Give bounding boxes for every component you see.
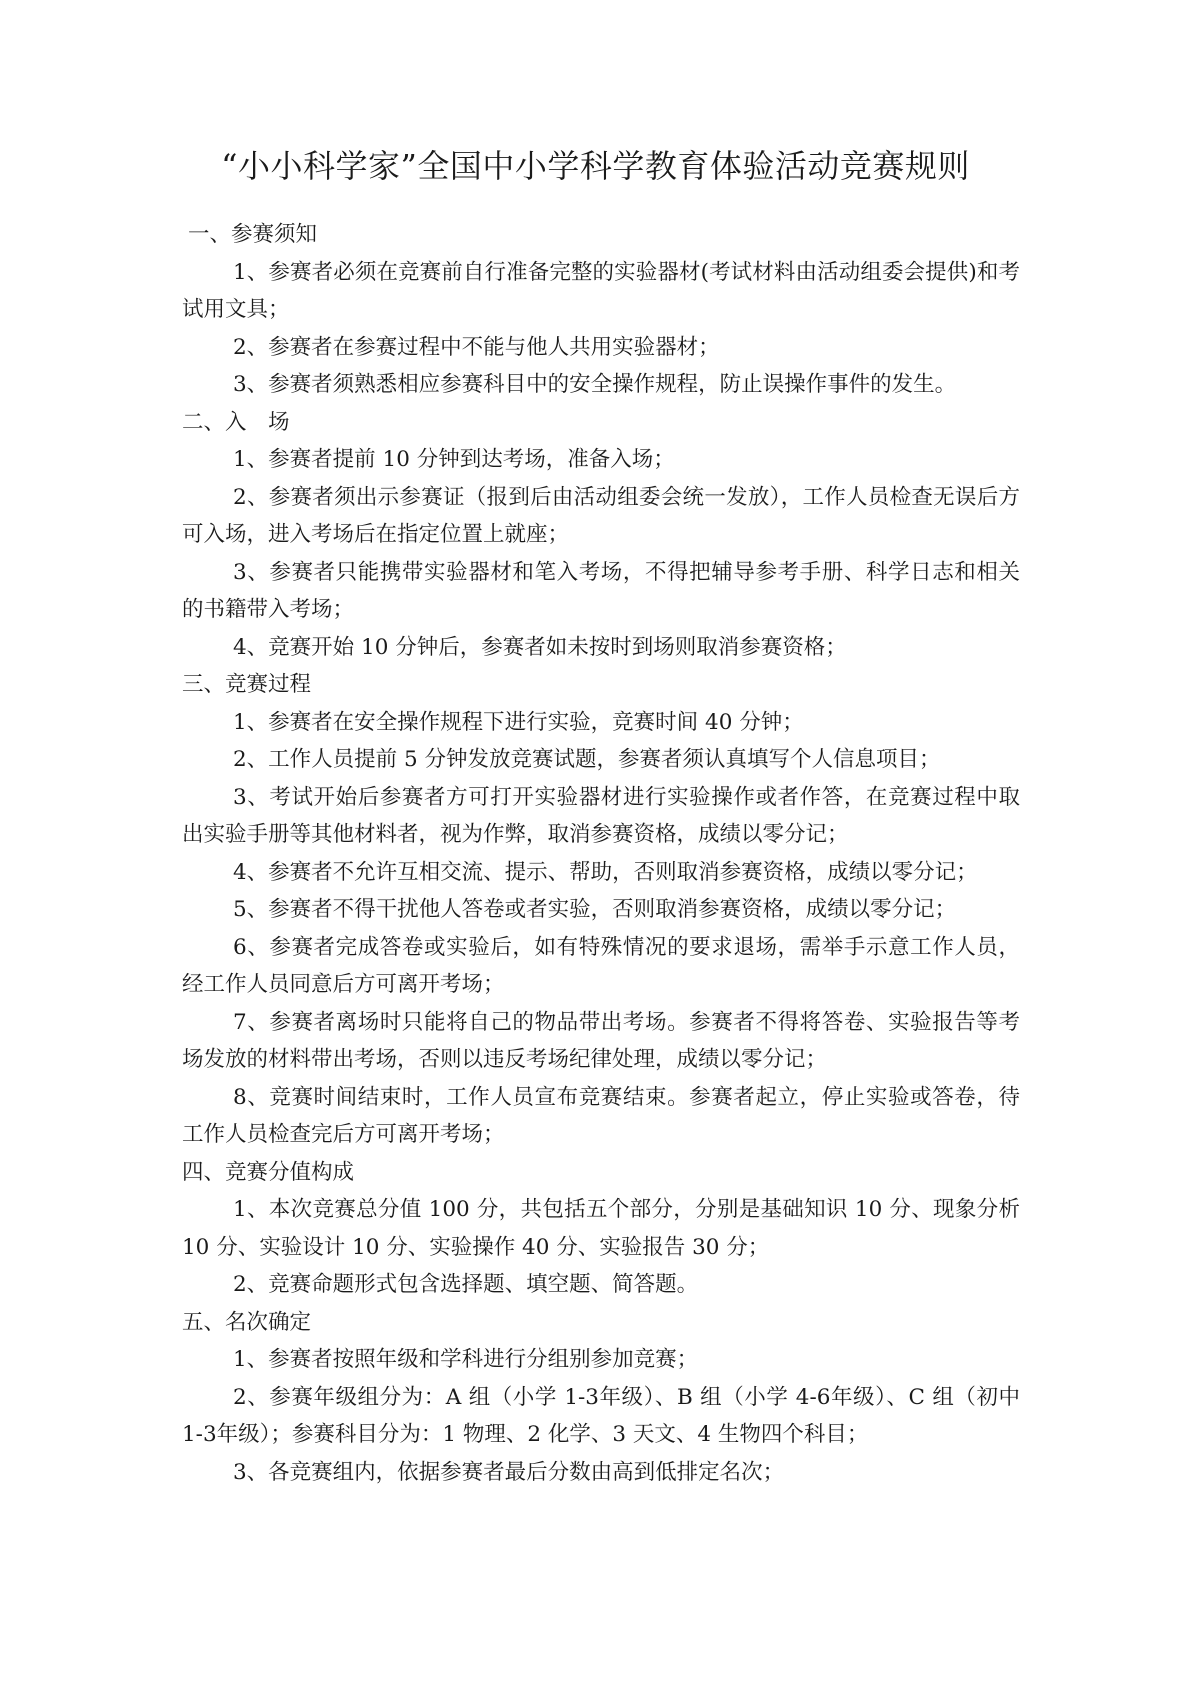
paragraph: 3、参赛者只能携带实验器材和笔入考场，不得把辅导参考手册、科学日志和相关的书籍带入考场； bbox=[182, 559, 1020, 622]
section-competition-process bbox=[182, 666, 1020, 1154]
section-heading: 三、竞赛过程 bbox=[182, 672, 312, 697]
paragraph: 3、各竞赛组内，依据参赛者最后分数由高到低排定名次； bbox=[233, 1459, 785, 1485]
paragraph: 2、工作人员提前 5 分钟发放竞赛试题，参赛者须认真填写个人信息项目； bbox=[233, 747, 941, 772]
section-heading: 二、入 场 bbox=[182, 409, 290, 435]
section-heading: 五、名次确定 bbox=[182, 1309, 312, 1335]
paragraph: 3、考试开始后参赛者方可打开实验器材进行实验操作或者作答，在竞赛过程中取出实验手册等其他材料者，视为作弊，取消参赛资格，成绩以零分记； bbox=[182, 784, 1020, 847]
document-body bbox=[182, 216, 1020, 1491]
paragraph: 2、参赛者在参赛过程中不能与他人共用实验器材； bbox=[233, 334, 720, 360]
paragraph: 1、参赛者按照年级和学科进行分组别参加竞赛； bbox=[233, 1347, 699, 1372]
paragraph: 1、参赛者在安全操作规程下进行实验，竞赛时间 40 分钟； bbox=[233, 709, 804, 735]
paragraph: 1、参赛者提前 10 分钟到达考场，准备入场； bbox=[233, 447, 675, 472]
paragraph: 8、竞赛时间结束时，工作人员宣布竞赛结束。参赛者起立，停止实验或答卷，待工作人员检查完后方可离开考场； bbox=[182, 1084, 1020, 1147]
section-ranking bbox=[182, 1304, 1020, 1492]
section-heading: 四、竞赛分值构成 bbox=[182, 1159, 355, 1185]
paragraph: 5、参赛者不得干扰他人答卷或者实验，否则取消参赛资格，成绩以零分记； bbox=[233, 897, 957, 922]
paragraph: 2、竞赛命题形式包含选择题、填空题、简答题。 bbox=[233, 1272, 699, 1297]
paragraph: 4、竞赛开始 10 分钟后，参赛者如未按时到场则取消参赛资格； bbox=[233, 634, 847, 660]
paragraph: 6、参赛者完成答卷或实验后，如有特殊情况的要求退场，需举手示意工作人员，经工作人员同意后方可离开考场； bbox=[182, 934, 1020, 997]
paragraph: 2、参赛者须出示参赛证（报到后由活动组委会统一发放），工作人员检查无误后方可入场，进入考场后在指定位置上就座； bbox=[182, 484, 1020, 547]
paragraph: 1、本次竞赛总分值 100 分，共包括五个部分，分别是基础知识 10 分、现象分析 10 分、实验设计 10 分、实验操作 40 分、实验报告 30 分； bbox=[182, 1197, 1020, 1260]
paragraph: 4、参赛者不允许互相交流、提示、帮助，否则取消参赛资格，成绩以零分记； bbox=[233, 859, 978, 885]
paragraph: 1、参赛者必须在竞赛前自行准备完整的实验器材(考试材料由活动组委会提供)和考试用文具； bbox=[182, 259, 1020, 322]
section-entry-notice bbox=[182, 216, 1020, 404]
section-score-composition bbox=[182, 1154, 1020, 1304]
paragraph: 3、参赛者须熟悉相应参赛科目中的安全操作规程，防止误操作事件的发生。 bbox=[233, 372, 957, 397]
section-admission bbox=[182, 404, 1020, 667]
document-title: “小小科学家”全国中小学科学教育体验活动竞赛规则 bbox=[221, 147, 970, 185]
section-heading: 一、参赛须知 bbox=[188, 222, 318, 247]
paragraph: 7、参赛者离场时只能将自己的物品带出考场。参赛者不得将答卷、实验报告等考场发放的材料带出考场，否则以违反考场纪律处理，成绩以零分记； bbox=[182, 1009, 1020, 1072]
paragraph: 2、参赛年级组分为：A 组（小学 1-3年级）、B 组（小学 4-6年级）、C 组（初中 1-3年级）；参赛科目分为：1 物理、2 化学、3 天文、4 生物四个科目； bbox=[182, 1384, 1020, 1447]
